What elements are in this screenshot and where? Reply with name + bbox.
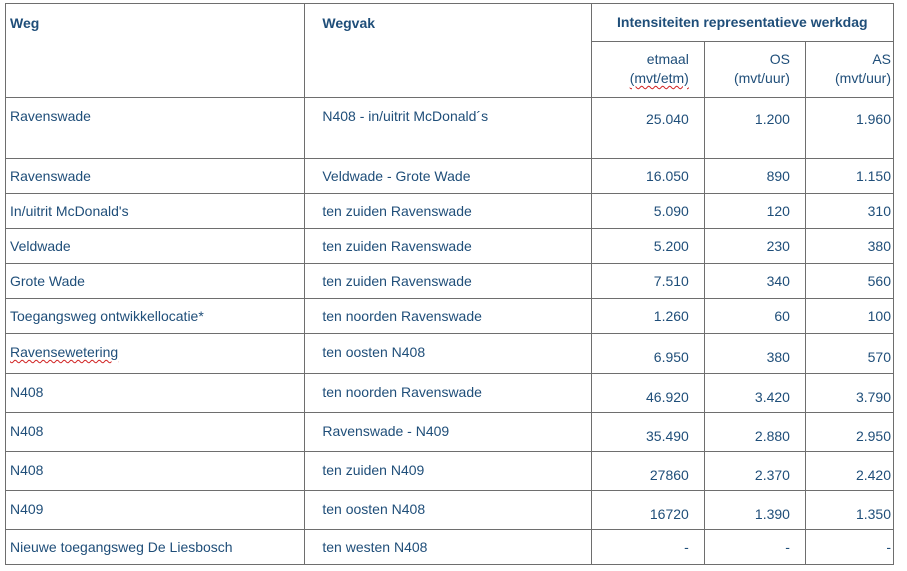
cell-os: - <box>704 530 805 565</box>
cell-etmaal: 27860 <box>591 452 704 491</box>
cell-weg-text: Ravensewetering <box>10 344 119 360</box>
cell-as: 1.960 <box>805 98 893 159</box>
cell-as: 2.420 <box>805 452 893 491</box>
cell-weg: N408 <box>6 452 305 491</box>
cell-wegvak: Veldwade - Grote Wade <box>305 159 591 194</box>
cell-as: 1.150 <box>805 159 893 194</box>
cell-os: 120 <box>704 194 805 229</box>
cell-as: 3.790 <box>805 374 893 413</box>
table-row <box>6 491 894 530</box>
header-etmaal-unit: (mvt/etm) <box>629 70 689 86</box>
cell-as: 560 <box>805 264 893 299</box>
cell-os: 1.390 <box>704 491 805 530</box>
cell-weg: N408 <box>6 413 305 452</box>
cell-weg: Nieuwe toegangsweg De Liesbosch <box>6 530 305 565</box>
table-row <box>6 299 894 334</box>
cell-etmaal: 16720 <box>591 491 704 530</box>
cell-etmaal: 16.050 <box>591 159 704 194</box>
cell-as: 2.950 <box>805 413 893 452</box>
cell-wegvak: ten zuiden N409 <box>305 452 591 491</box>
cell-wegvak: ten noorden Ravenswade <box>305 299 591 334</box>
cell-etmaal: 46.920 <box>591 374 704 413</box>
cell-weg: Grote Wade <box>6 264 305 299</box>
table-row <box>6 452 894 491</box>
header-etmaal <box>591 42 704 98</box>
header-wegvak: Wegvak <box>305 4 591 98</box>
table-row <box>6 530 894 565</box>
cell-as: 1.350 <box>805 491 893 530</box>
cell-as: 570 <box>805 334 893 374</box>
cell-os: 1.200 <box>704 98 805 159</box>
header-as-label: AS <box>872 51 891 67</box>
cell-wegvak: ten noorden Ravenswade <box>305 374 591 413</box>
table-row <box>6 194 894 229</box>
table-row <box>6 374 894 413</box>
cell-os: 2.880 <box>704 413 805 452</box>
header-etmaal-label: etmaal <box>646 51 689 67</box>
table-row <box>6 159 894 194</box>
traffic-intensity-table <box>5 3 894 565</box>
cell-wegvak: Ravenswade - N409 <box>305 413 591 452</box>
header-weg: Weg <box>6 4 305 98</box>
cell-os: 2.370 <box>704 452 805 491</box>
cell-os: 340 <box>704 264 805 299</box>
table-row <box>6 264 894 299</box>
traffic-intensity-table-container <box>5 3 894 565</box>
cell-etmaal: 1.260 <box>591 299 704 334</box>
cell-weg <box>6 334 305 374</box>
cell-weg: N408 <box>6 374 305 413</box>
table-row <box>6 413 894 452</box>
cell-weg: Ravenswade <box>6 98 305 159</box>
header-os-label: OS <box>769 51 790 67</box>
cell-etmaal: 35.490 <box>591 413 704 452</box>
cell-os: 3.420 <box>704 374 805 413</box>
cell-os: 890 <box>704 159 805 194</box>
cell-wegvak: ten oosten N408 <box>305 334 591 374</box>
cell-wegvak: ten zuiden Ravenswade <box>305 229 591 264</box>
header-os-unit: (mvt/uur) <box>733 70 790 86</box>
cell-wegvak: ten westen N408 <box>305 530 591 565</box>
cell-wegvak: ten zuiden Ravenswade <box>305 264 591 299</box>
cell-weg: In/uitrit McDonald's <box>6 194 305 229</box>
cell-etmaal: 5.090 <box>591 194 704 229</box>
cell-weg: Toegangsweg ontwikkellocatie* <box>6 299 305 334</box>
cell-os: 60 <box>704 299 805 334</box>
cell-os: 230 <box>704 229 805 264</box>
cell-as: 100 <box>805 299 893 334</box>
header-intensities-group: Intensiteiten representatieve werkdag <box>591 4 893 42</box>
cell-etmaal: 7.510 <box>591 264 704 299</box>
cell-weg: N409 <box>6 491 305 530</box>
cell-etmaal: - <box>591 530 704 565</box>
cell-etmaal: 5.200 <box>591 229 704 264</box>
table-row <box>6 98 894 159</box>
cell-os: 380 <box>704 334 805 374</box>
table-row <box>6 334 894 374</box>
cell-weg: Ravenswade <box>6 159 305 194</box>
header-as-unit: (mvt/uur) <box>835 70 891 86</box>
cell-as: - <box>805 530 893 565</box>
cell-wegvak: N408 - in/uitrit McDonald´s <box>305 98 591 159</box>
table-row <box>6 229 894 264</box>
cell-as: 380 <box>805 229 893 264</box>
cell-etmaal: 25.040 <box>591 98 704 159</box>
cell-wegvak: ten oosten N408 <box>305 491 591 530</box>
cell-wegvak: ten zuiden Ravenswade <box>305 194 591 229</box>
cell-etmaal: 6.950 <box>591 334 704 374</box>
header-as <box>805 42 893 98</box>
header-os <box>704 42 805 98</box>
cell-as: 310 <box>805 194 893 229</box>
cell-weg: Veldwade <box>6 229 305 264</box>
